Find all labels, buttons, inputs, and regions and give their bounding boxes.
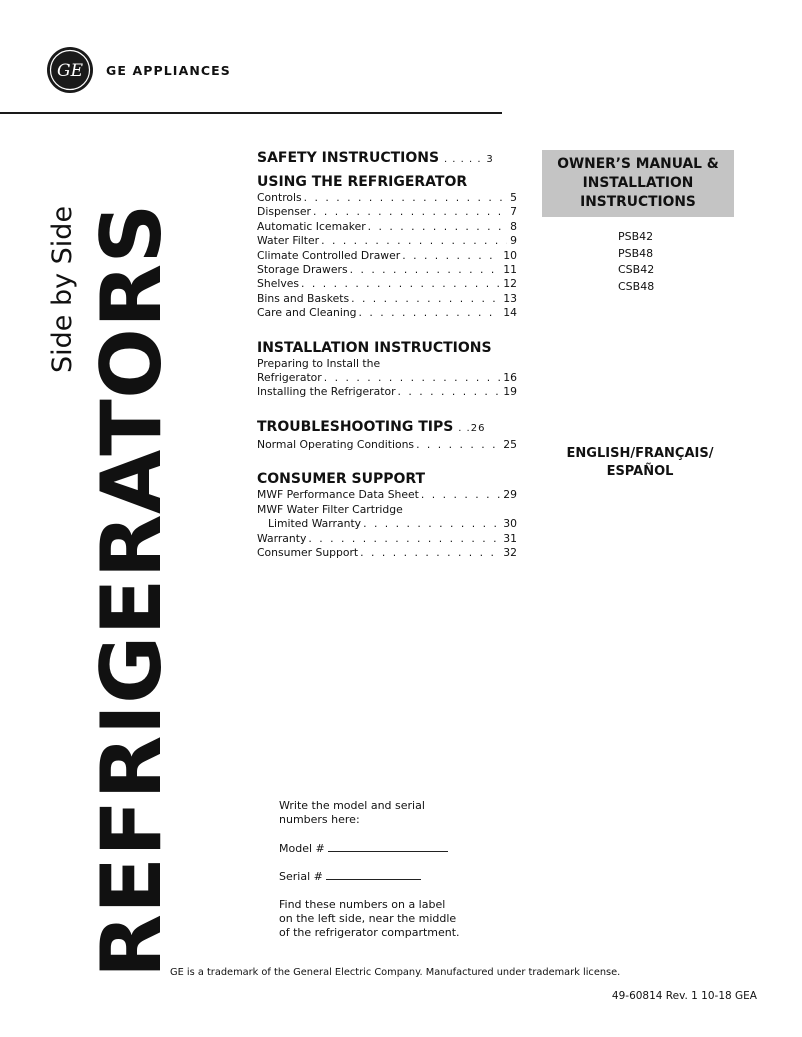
toc-entry-label: Shelves bbox=[257, 277, 299, 291]
toc-entry-label: Water Filter bbox=[257, 234, 320, 248]
toc-section-using bbox=[257, 173, 517, 321]
toc-section-installation bbox=[257, 339, 517, 400]
model-number: CSB42 bbox=[618, 263, 655, 276]
toc-entry-page: 11 bbox=[503, 263, 517, 277]
serial-field-label: Serial # bbox=[279, 870, 323, 884]
toc-entry-label: Bins and Baskets bbox=[257, 291, 350, 305]
languages bbox=[545, 445, 735, 481]
toc-entry-page: 13 bbox=[503, 291, 517, 305]
toc-entry-label: Warranty bbox=[257, 531, 307, 545]
owners-manual-line: OWNER’S MANUAL & bbox=[557, 156, 719, 172]
serial-find-line: on the left side, near the middle bbox=[279, 912, 457, 926]
table-of-contents bbox=[257, 149, 517, 578]
model-number: PSB42 bbox=[618, 230, 654, 243]
toc-entry-label: Automatic Icemaker bbox=[257, 219, 366, 233]
toc-entry bbox=[257, 277, 517, 291]
model-number: PSB48 bbox=[618, 246, 654, 260]
toc-safety-dots: . . . . . bbox=[443, 154, 482, 165]
toc-using-title: USING THE REFRIGERATOR bbox=[257, 174, 468, 190]
toc-entry bbox=[257, 385, 517, 399]
toc-entry bbox=[257, 488, 517, 502]
model-field-label: Model # bbox=[279, 841, 325, 855]
toc-entry-page: 29 bbox=[503, 488, 517, 502]
serial-find-line: of the refrigerator compartment. bbox=[279, 926, 460, 940]
toc-entry bbox=[257, 371, 517, 385]
toc-entry-page: 30 bbox=[503, 517, 517, 531]
model-field-blank[interactable] bbox=[328, 841, 448, 852]
trademark-notice: GE is a trademark of the General Electric Company. Manufactured under trademark license. bbox=[170, 967, 621, 978]
toc-safety-page: 3 bbox=[486, 154, 494, 165]
toc-entry-label: Care and Cleaning bbox=[257, 306, 357, 320]
toc-entry-label: MWF Water Filter Cartridge bbox=[257, 502, 403, 516]
toc-entry-page: 12 bbox=[503, 277, 517, 291]
toc-entry-page: 10 bbox=[503, 248, 517, 262]
brand-name: GE APPLIANCES bbox=[106, 63, 231, 78]
owners-manual-line: INSTALLATION bbox=[582, 175, 694, 191]
toc-section-safety bbox=[257, 149, 517, 169]
model-list bbox=[618, 229, 654, 295]
serial-field-row bbox=[279, 869, 509, 884]
toc-entry bbox=[257, 191, 517, 205]
owners-manual-line: INSTRUCTIONS bbox=[580, 194, 696, 210]
toc-section-consumer bbox=[257, 470, 517, 560]
document-number: 49-60814 Rev. 1 10-18 GEA bbox=[611, 990, 757, 1002]
toc-entry-page: 19 bbox=[503, 385, 517, 399]
toc-entry-label: Dispenser bbox=[257, 205, 311, 219]
toc-entry-label: Limited Warranty bbox=[268, 517, 362, 531]
toc-entry bbox=[257, 306, 517, 320]
toc-entry bbox=[257, 263, 517, 277]
toc-entry-page: 16 bbox=[503, 371, 517, 385]
toc-entry bbox=[257, 249, 517, 263]
header-rule bbox=[0, 112, 502, 114]
toc-entry-label: Refrigerator bbox=[257, 371, 322, 385]
serial-number-box bbox=[279, 799, 509, 941]
toc-entry bbox=[257, 517, 517, 531]
toc-troubleshooting-dots: . . bbox=[458, 422, 471, 434]
toc-entry-label: Normal Operating Conditions bbox=[257, 437, 415, 451]
serial-intro-line: numbers here: bbox=[279, 813, 360, 827]
toc-entry bbox=[257, 205, 517, 219]
toc-entry-page: 5 bbox=[510, 191, 517, 204]
serial-find-line: Find these numbers on a label bbox=[279, 897, 446, 911]
toc-entry-page: 25 bbox=[503, 437, 517, 451]
toc-entry-page: 14 bbox=[503, 306, 517, 320]
toc-entry bbox=[257, 292, 517, 306]
toc-entry-label: Climate Controlled Drawer bbox=[257, 248, 401, 262]
toc-entry bbox=[257, 438, 517, 452]
toc-troubleshooting-heading bbox=[257, 418, 517, 438]
languages-line: ESPAÑOL bbox=[606, 464, 674, 479]
toc-entry bbox=[257, 546, 517, 560]
ge-logo-text: GE bbox=[57, 61, 83, 81]
serial-intro-line: Write the model and serial bbox=[279, 799, 425, 812]
toc-entry bbox=[257, 234, 517, 248]
toc-entry-label: Controls bbox=[257, 191, 302, 204]
toc-entry bbox=[257, 220, 517, 234]
ge-logo bbox=[46, 46, 94, 94]
toc-installation-title: INSTALLATION INSTRUCTIONS bbox=[257, 339, 492, 356]
toc-entry-label: Storage Drawers bbox=[257, 263, 348, 277]
serial-field-blank[interactable] bbox=[326, 869, 421, 880]
toc-entry bbox=[257, 532, 517, 546]
model-field-row bbox=[279, 841, 509, 856]
vertical-title-main: REFRIGERATORS bbox=[83, 203, 180, 978]
owners-manual-box bbox=[542, 150, 734, 217]
toc-safety-title: SAFETY INSTRUCTIONS bbox=[257, 150, 440, 166]
vertical-title-sub: Side by Side bbox=[47, 205, 78, 373]
toc-section-troubleshooting bbox=[257, 418, 517, 452]
languages-line: ENGLISH/FRANÇAIS/ bbox=[566, 446, 714, 461]
toc-entry-label: Installing the Refrigerator bbox=[257, 385, 396, 399]
toc-entry-label: Consumer Support bbox=[257, 545, 359, 559]
toc-safety-heading bbox=[257, 149, 517, 169]
toc-entry-page: 9 bbox=[510, 234, 517, 248]
toc-entry-page: 32 bbox=[503, 545, 517, 559]
toc-entry-label: MWF Performance Data Sheet bbox=[257, 488, 419, 502]
toc-consumer-title: CONSUMER SUPPORT bbox=[257, 471, 426, 488]
model-number: CSB48 bbox=[618, 279, 655, 293]
toc-entry-page: 8 bbox=[510, 219, 517, 233]
toc-troubleshooting-title: TROUBLESHOOTING TIPS bbox=[257, 418, 454, 435]
toc-entry-label: Preparing to Install the bbox=[257, 356, 381, 370]
toc-entry-page: 31 bbox=[503, 531, 517, 545]
toc-entry-page: 7 bbox=[510, 205, 517, 219]
toc-troubleshooting-page: 26 bbox=[470, 422, 486, 434]
